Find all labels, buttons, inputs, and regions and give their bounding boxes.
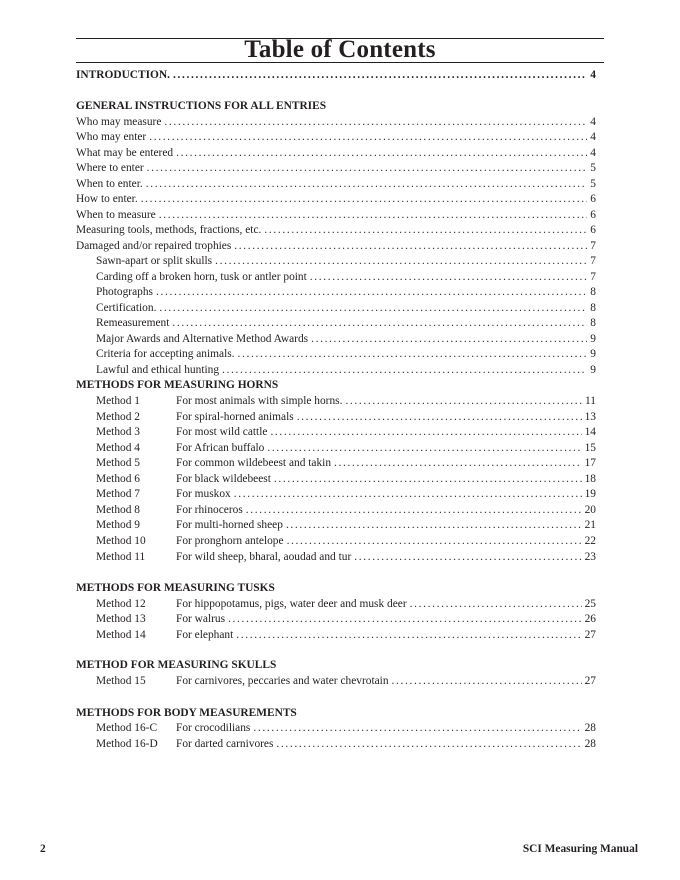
toc-entry[interactable]: [76, 239, 596, 254]
leader-dots: [270, 425, 581, 440]
method-number: Method 9: [96, 519, 140, 531]
entry-page: 11: [585, 395, 596, 407]
toc-entry[interactable]: [76, 192, 596, 207]
toc-subentry[interactable]: [76, 332, 596, 347]
leader-dots: [310, 270, 588, 285]
leader-dots: [147, 161, 588, 176]
entry-label: How to enter.: [76, 193, 138, 205]
entry-page: 4: [590, 116, 596, 128]
toc-subentry[interactable]: [76, 347, 596, 362]
entry-page: 26: [584, 613, 596, 625]
entry-page: 19: [584, 488, 596, 500]
entry-label: Certification.: [96, 302, 157, 314]
toc-method-entry[interactable]: [76, 487, 596, 502]
entry-page: 25: [584, 598, 596, 610]
toc-method-entry[interactable]: [76, 612, 596, 627]
section-heading-tusks: METHODS FOR MEASURING TUSKS: [76, 582, 275, 594]
leader-dots: [287, 534, 582, 549]
leader-dots: [228, 612, 582, 627]
method-number: Method 2: [96, 411, 140, 423]
toc-method-entry[interactable]: [76, 721, 596, 736]
toc-subentry[interactable]: [76, 285, 596, 300]
leader-dots: [215, 254, 587, 269]
leader-dots: [264, 223, 587, 238]
entry-label: For most animals with simple horns.: [176, 395, 343, 407]
toc-method-entry[interactable]: [76, 534, 596, 549]
entry-label: For hippopotamus, pigs, water deer and musk deer: [176, 598, 407, 610]
entry-page: 8: [590, 302, 596, 314]
leader-dots: [156, 285, 587, 300]
leader-dots: [274, 472, 582, 487]
entry-label: Damaged and/or repaired trophies: [76, 240, 232, 252]
leader-dots: [222, 363, 587, 378]
toc-method-entry[interactable]: [76, 410, 596, 425]
toc-entry[interactable]: [76, 115, 596, 130]
toc-method-entry[interactable]: [76, 550, 596, 565]
toc-entry[interactable]: [76, 146, 596, 161]
entry-label: Where to enter: [76, 162, 144, 174]
section-heading-skulls: METHOD FOR MEASURING SKULLS: [76, 659, 277, 671]
toc-method-entry[interactable]: [76, 674, 596, 689]
entry-page: 13: [584, 411, 596, 423]
method-number: Method 16-D: [96, 738, 158, 750]
toc-entry[interactable]: [76, 130, 596, 145]
entry-page: 28: [584, 722, 596, 734]
toc-method-entry[interactable]: [76, 503, 596, 518]
method-number: Method 12: [96, 598, 146, 610]
leader-dots: [146, 177, 588, 192]
toc-entry[interactable]: [76, 223, 596, 238]
leader-dots: [173, 68, 587, 83]
entry-label: Measuring tools, methods, fractions, etc.: [76, 224, 262, 236]
method-number: Method 8: [96, 504, 140, 516]
entry-page: 14: [584, 426, 596, 438]
entry-page: 9: [590, 364, 596, 376]
entry-label: Remeasurement: [96, 317, 170, 329]
entry-page: 18: [584, 473, 596, 485]
leader-dots: [164, 115, 587, 130]
entry-page: 4: [590, 131, 596, 143]
page-title: Table of Contents: [244, 36, 436, 63]
method-number: Method 6: [96, 473, 140, 485]
entry-page: 27: [584, 629, 596, 641]
method-number: Method 1: [96, 395, 140, 407]
entry-page: 5: [590, 178, 596, 190]
entry-label: For walrus: [176, 613, 226, 625]
entry-page: 9: [590, 348, 596, 360]
toc-method-entry[interactable]: [76, 597, 596, 612]
entry-page: 4: [590, 147, 596, 159]
entry-label: Sawn-apart or split skulls: [96, 255, 213, 267]
toc-method-entry[interactable]: [76, 456, 596, 471]
method-number: Method 16-C: [96, 722, 158, 734]
section-heading-general: GENERAL INSTRUCTIONS FOR ALL ENTRIES: [76, 100, 327, 112]
entry-page: 22: [584, 535, 596, 547]
section-heading-body: METHODS FOR BODY MEASUREMENTS: [76, 707, 297, 719]
entry-label: For spiral-horned animals: [176, 411, 294, 423]
toc-entry[interactable]: [76, 177, 596, 192]
toc-entry[interactable]: [76, 161, 596, 176]
entry-page: 17: [584, 457, 596, 469]
entry-page: 7: [590, 240, 596, 252]
toc-method-entry[interactable]: [76, 394, 596, 409]
entry-label: Who may enter: [76, 131, 147, 143]
entry-page: 6: [590, 193, 596, 205]
entry-label: Major Awards and Alternative Method Awards: [96, 333, 309, 345]
entry-label: For muskox: [176, 488, 231, 500]
entry-page: 27: [584, 675, 596, 687]
leader-dots: [141, 192, 588, 207]
entry-page: 28: [584, 738, 596, 750]
leader-dots: [392, 674, 582, 689]
leader-dots: [354, 550, 581, 565]
toc-subentry[interactable]: [76, 301, 596, 316]
leader-dots: [334, 456, 582, 471]
entry-label: For carnivores, peccaries and water chevrotain: [176, 675, 389, 687]
method-number: Method 14: [96, 629, 146, 641]
entry-label: For pronghorn antelope: [176, 535, 284, 547]
title-underline: [76, 62, 604, 63]
entry-label: For wild sheep, bharal, aoudad and tur: [176, 551, 352, 563]
leader-dots: [172, 316, 587, 331]
entry-label: For multi-horned sheep: [176, 519, 283, 531]
method-number: Method 7: [96, 488, 140, 500]
toc-subentry[interactable]: [76, 270, 596, 285]
leader-dots: [276, 737, 581, 752]
entry-page: 8: [590, 317, 596, 329]
toc-entry[interactable]: [76, 208, 596, 223]
leader-dots: [311, 332, 587, 347]
entry-label: For black wildebeest: [176, 473, 271, 485]
entry-page: 6: [590, 224, 596, 236]
leader-dots: [253, 721, 581, 736]
entry-label: Carding off a broken horn, tusk or antler point: [96, 271, 307, 283]
leader-dots: [234, 487, 582, 502]
entry-label: For rhinoceros: [176, 504, 243, 516]
toc-entry-introduction[interactable]: [76, 68, 596, 83]
entry-label: For crocodilians: [176, 722, 251, 734]
entry-page: 4: [590, 69, 596, 81]
section-heading-horns: METHODS FOR MEASURING HORNS: [76, 379, 279, 391]
method-number: Method 11: [96, 551, 146, 563]
entry-page: 20: [584, 504, 596, 516]
leader-dots: [246, 503, 582, 518]
entry-label: INTRODUCTION.: [76, 69, 170, 81]
method-number: Method 13: [96, 613, 146, 625]
toc-method-entry[interactable]: [76, 425, 596, 440]
toc-method-entry[interactable]: [76, 472, 596, 487]
leader-dots: [297, 410, 582, 425]
entry-page: 23: [584, 551, 596, 563]
leader-dots: [234, 239, 587, 254]
leader-dots: [238, 347, 588, 362]
toc-subentry[interactable]: [76, 254, 596, 269]
entry-label: Who may measure: [76, 116, 162, 128]
leader-dots: [286, 518, 582, 533]
entry-label: For African buffalo: [176, 442, 265, 454]
entry-page: 9: [590, 333, 596, 345]
toc-subentry[interactable]: [76, 363, 596, 378]
footer-manual-title: SCI Measuring Manual: [522, 843, 638, 855]
toc-method-entry[interactable]: [76, 628, 596, 643]
entry-label: When to measure: [76, 209, 156, 221]
entry-label: For common wildebeest and takin: [176, 457, 332, 469]
toc-subentry[interactable]: [76, 316, 596, 331]
leader-dots: [410, 597, 582, 612]
method-number: Method 10: [96, 535, 146, 547]
entry-label: Photographs: [96, 286, 153, 298]
footer-page-number: 2: [40, 843, 46, 855]
toc-method-entry[interactable]: [76, 441, 596, 456]
entry-label: For elephant: [176, 629, 234, 641]
method-number: Method 15: [96, 675, 146, 687]
method-number: Method 3: [96, 426, 140, 438]
leader-dots: [345, 394, 582, 409]
leader-dots: [159, 301, 587, 316]
entry-page: 15: [584, 442, 596, 454]
leader-dots: [267, 441, 581, 456]
entry-label: When to enter.: [76, 178, 143, 190]
entry-page: 8: [590, 286, 596, 298]
toc-method-entry[interactable]: [76, 518, 596, 533]
leader-dots: [159, 208, 588, 223]
entry-label: Criteria for accepting animals.: [96, 348, 235, 360]
leader-dots: [176, 146, 587, 161]
entry-label: For most wild cattle: [176, 426, 268, 438]
method-number: Method 4: [96, 442, 140, 454]
entry-label: Lawful and ethical hunting: [96, 364, 220, 376]
entry-page: 5: [590, 162, 596, 174]
leader-dots: [149, 130, 587, 145]
entry-label: For darted carnivores: [176, 738, 274, 750]
entry-page: 21: [584, 519, 596, 531]
entry-page: 7: [590, 271, 596, 283]
entry-label: What may be entered: [76, 147, 174, 159]
entry-page: 6: [590, 209, 596, 221]
toc-method-entry[interactable]: [76, 737, 596, 752]
method-number: Method 5: [96, 457, 140, 469]
leader-dots: [236, 628, 581, 643]
entry-page: 7: [590, 255, 596, 267]
